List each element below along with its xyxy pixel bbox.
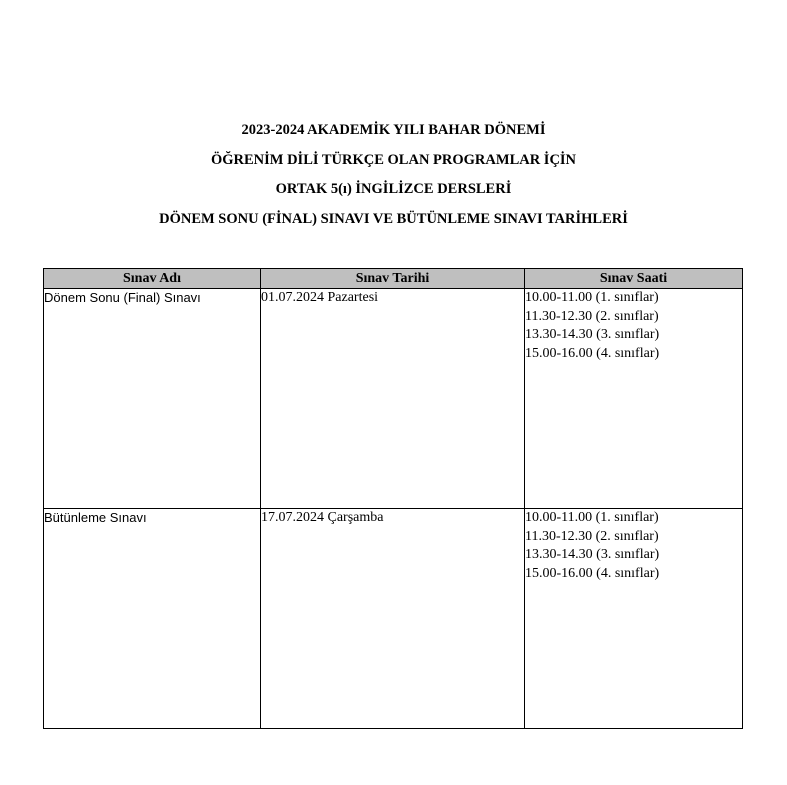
table-body <box>44 289 743 729</box>
exam-schedule-table <box>43 268 743 729</box>
document-heading <box>0 116 787 234</box>
time-slot: 11.30-12.30 (2. sınıflar) <box>525 528 659 544</box>
cell-exam-name: Bütünleme Sınavı <box>44 509 261 729</box>
time-slot: 15.00-16.00 (4. sınıflar) <box>525 565 660 581</box>
time-slot: 10.00-11.00 (1. sınıflar) <box>525 510 659 525</box>
cell-exam-times <box>525 509 743 729</box>
time-slot: 10.00-11.00 (1. sınıflar) <box>525 290 659 305</box>
time-slot: 11.30-12.30 (2. sınıflar) <box>525 308 659 324</box>
table-header-row <box>44 269 743 289</box>
heading-line-programs: ÖĞRENİM DİLİ TÜRKÇE OLAN PROGRAMLAR İÇİN <box>210 151 577 168</box>
table-row-makeup-exam <box>44 509 743 729</box>
time-slot: 13.30-14.30 (3. sınıflar) <box>525 327 660 342</box>
header-exam-time: Sınav Saati <box>525 269 743 289</box>
cell-exam-name: Dönem Sonu (Final) Sınavı <box>44 289 261 509</box>
header-exam-name: Sınav Adı <box>44 269 261 289</box>
heading-line-exam-dates: DÖNEM SONU (FİNAL) SINAVI VE BÜTÜNLEME SINAVI TARİHLERİ <box>159 210 628 227</box>
header-exam-date: Sınav Tarihi <box>261 269 525 289</box>
table-header <box>44 269 743 289</box>
time-slot: 13.30-14.30 (3. sınıflar) <box>525 547 660 562</box>
heading-line-courses: ORTAK 5(ı) İNGİLİZCE DERSLERİ <box>275 181 512 197</box>
cell-exam-times <box>525 289 743 509</box>
cell-exam-date: 01.07.2024 Pazartesi <box>261 289 525 509</box>
heading-line-academic-year: 2023-2024 AKADEMİK YILI BAHAR DÖNEMİ <box>241 122 546 138</box>
table-row-final-exam <box>44 289 743 509</box>
cell-exam-date: 17.07.2024 Çarşamba <box>261 509 525 729</box>
time-slot: 15.00-16.00 (4. sınıflar) <box>525 345 660 361</box>
